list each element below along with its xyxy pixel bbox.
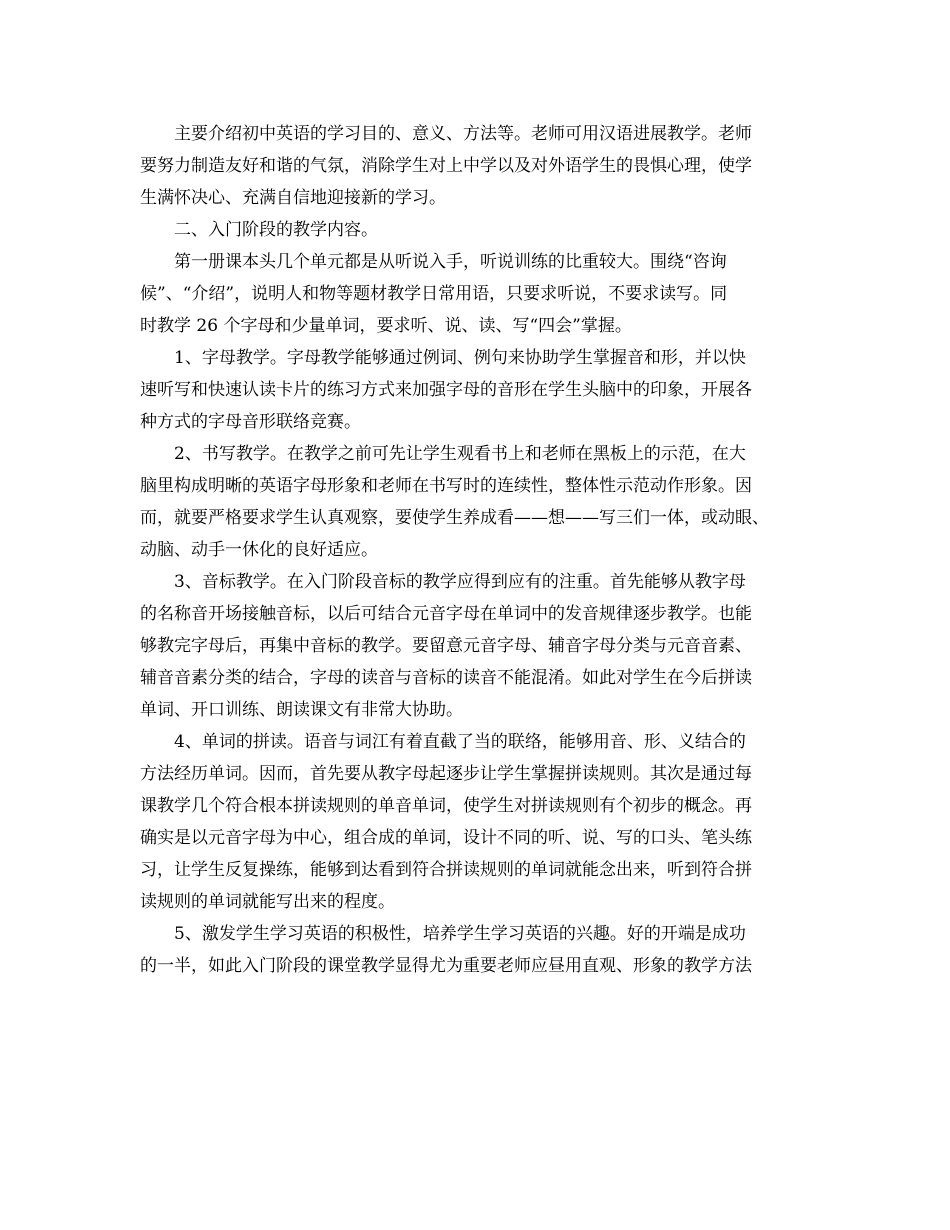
paragraph-line: 候”、“介绍”，说明人和物等题材教学日常用语，只要求听说，不要求读写。同 — [140, 284, 728, 304]
paragraph-first-line: 2、书写教学。在教学之前可先让学生观看书上和老师在黑板上的示范，在大 — [174, 444, 746, 464]
paragraph-first-line: 3、音标教学。在入门阶段音标的教学应得到应有的注重。首先能够从教字母 — [174, 572, 746, 592]
paragraph-line: 方法经历单词。因而，首先要从教字母起逐步让学生掌握拼读规则。其次是通过每 — [140, 764, 752, 784]
paragraph-line: 脑里构成明晰的英语字母形象和老师在书写时的连续性，整体性示范动作形象。因 — [140, 476, 752, 496]
paragraph-line: 的名称音开场接触音标，以后可结合元音字母在单词中的发音规律逐步教学。也能 — [140, 604, 752, 624]
paragraph-first-line: 二、入门阶段的教学内容。 — [174, 220, 378, 240]
paragraph-line: 动脑、动手一休化的良好适应。 — [140, 540, 378, 560]
paragraph-line: 而，就要严格要求学生认真观察，要使学生养成看——想——写三们一体，或动眼、 — [140, 508, 769, 528]
paragraph-first-line: 1、字母教学。字母教学能够通过例词、例句来协助学生掌握音和形，并以快 — [174, 348, 746, 368]
paragraph-line: 读规则的单词就能写出来的程度。 — [140, 892, 395, 912]
paragraph-line: 时教学 26 个字母和少量单词，要求听、说、读、写“四会”掌握。 — [140, 316, 632, 336]
paragraph-line: 种方式的字母音形联络竞赛。 — [140, 412, 361, 432]
paragraph-line: 单词、开口训练、朗读课文有非常大协助。 — [140, 700, 463, 720]
paragraph-line: 确实是以元音字母为中心，组合成的单词，设计不同的听、说、写的口头、笔头练 — [140, 828, 752, 848]
paragraph-first-line: 第一册课本头几个单元都是从听说入手，听说训练的比重较大。围绕“咨询 — [174, 252, 727, 272]
paragraph-line: 的一半，如此入门阶段的课堂教学显得尤为重要老师应昼用直观、形象的教学方法 — [140, 956, 752, 976]
paragraph-line: 要努力制造友好和谐的气氛，消除学生对上中学以及对外语学生的畏惧心理，使学 — [140, 156, 752, 176]
paragraph-line: 习，让学生反复操练，能够到达看到符合拼读规则的单词就能念出来，听到符合拼 — [140, 860, 752, 880]
paragraph-first-line: 主要介绍初中英语的学习目的、意义、方法等。老师可用汉语进展教学。老师 — [174, 124, 752, 144]
paragraph-first-line: 4、单词的拼读。语音与词江有着直截了当的联络，能够用音、形、义结合的 — [174, 732, 746, 752]
paragraph-line: 够教完字母后，再集中音标的教学。要留意元音字母、辅音字母分类与元音音素、 — [140, 636, 752, 656]
paragraph-first-line: 5、激发学生学习英语的积极性，培养学生学习英语的兴趣。好的开端是成功 — [174, 924, 746, 944]
paragraph-line: 辅音音素分类的结合，字母的读音与音标的读音不能混淆。如此对学生在今后拼读 — [140, 668, 752, 688]
paragraph-line: 速听写和快速认读卡片的练习方式来加强字母的音形在学生头脑中的印象，开展各 — [140, 380, 752, 400]
paragraph-line: 课教学几个符合根本拼读规则的单音单词，使学生对拼读规则有个初步的概念。再 — [140, 796, 752, 816]
paragraph-line: 生满怀决心、充满自信地迎接新的学习。 — [140, 188, 446, 208]
document-body — [140, 118, 830, 982]
